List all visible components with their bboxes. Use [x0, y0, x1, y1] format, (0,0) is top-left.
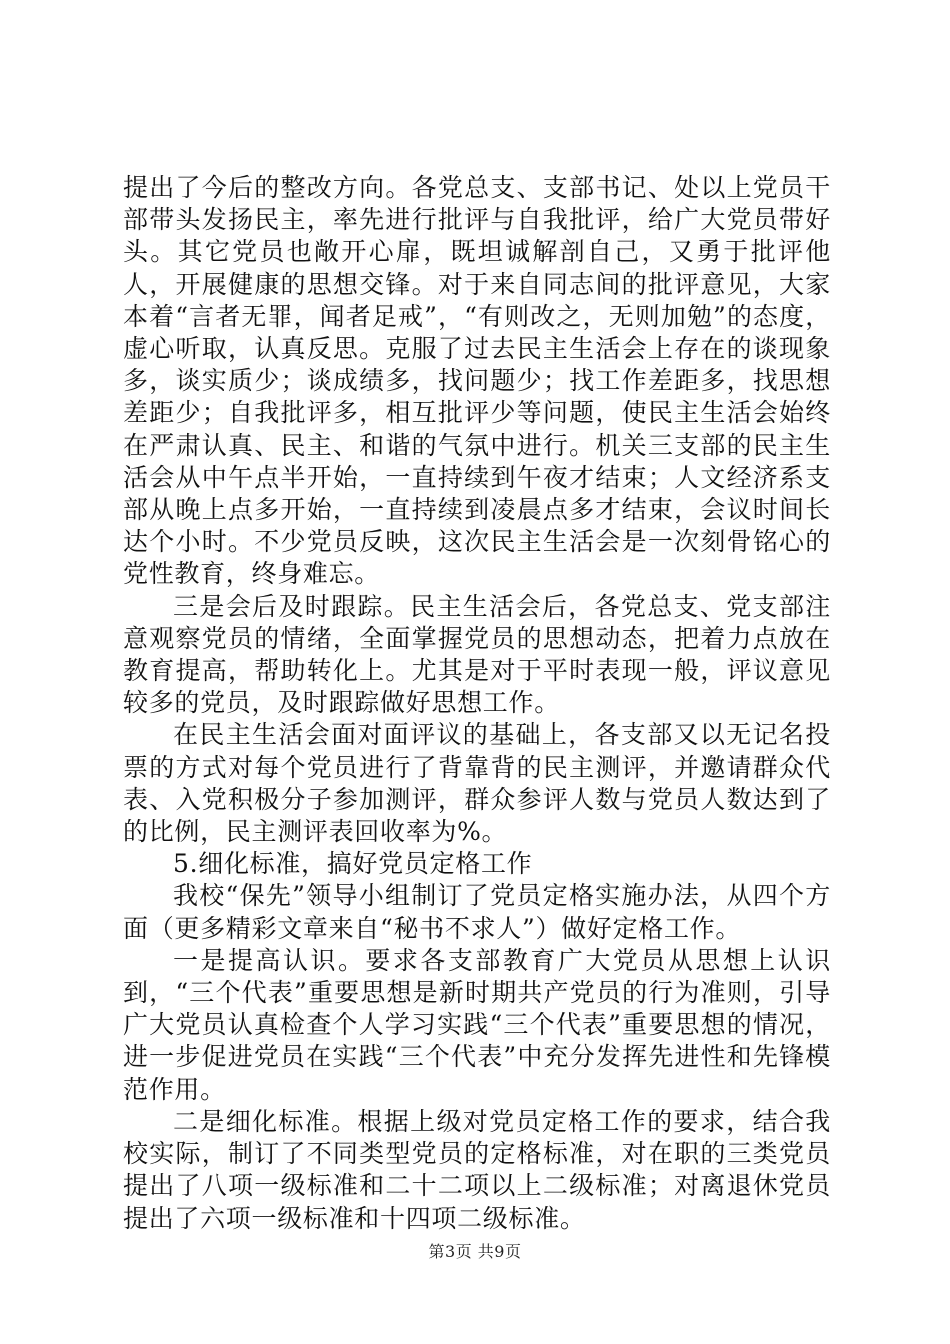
paragraph-democratic-evaluation: 在民主生活会面对面评议的基础上，各支部又以无记名投票的方式对每个党员进行了背靠背的民主测评，并邀请群众代表、入党积极分子参加测评，群众参评人数与党员人数达到了的比例，民主测评表回收率为%。: [123, 720, 831, 847]
document-body: [123, 172, 831, 1235]
section-heading-refine-standards: 5.细化标准，搞好党员定格工作: [173, 849, 533, 879]
paragraph-refine-standards: 二是细化标准。根据上级对党员定格工作的要求，结合我校实际，制订了不同类型党员的定格标准，对在职的三类党员提出了八项一级标准和二十二项以上二级标准；对离退休党员提出了六项一级标准和十四项二级标准。: [123, 1106, 831, 1233]
paragraph-follow-up-after-meeting: 三是会后及时跟踪。民主生活会后，各党总支、党支部注意观察党员的情绪，全面掌握党员的思想动态，把着力点放在教育提高，帮助转化上。尤其是对于平时表现一般，评议意见较多的党员，及时跟踪做好思想工作。: [123, 591, 831, 718]
paragraph-raise-awareness: 一是提高认识。要求各支部教育广大党员从思想上认识到，“三个代表”重要思想是新时期共产党员的行为准则，引导广大党员认真检查个人学习实践“三个代表”重要思想的情况，进一步促进党员在实践“三个代表”中充分发挥先进性和先锋模范作用。: [123, 945, 831, 1104]
paragraph-continued-democratic-life-meeting: 提出了今后的整改方向。各党总支、支部书记、处以上党员干部带头发扬民主，率先进行批评与自我批评，给广大党员带好头。其它党员也敞开心扉，既坦诚解剖自己，又勇于批评他人，开展健康的思想交锋。对于来自同志间的批评意见，大家本着“言者无罪，闻者足戒”，“有则改之，无则加勉”的态度，虚心听取，认真反思。克服了过去民主生活会上存在的谈现象多，谈实质少；谈成绩多，找问题少；找工作差距多，找思想差距少；自我批评多，相互批评少等问题，使民主生活会始终在严肃认真、民主、和谐的气氛中进行。机关三支部的民主生活会从中午点半开始，一直持续到午夜才结束；人文经济系支部从晚上点多开始，一直持续到凌晨点多才结束，会议时间长达个小时。不少党员反映，这次民主生活会是一次刻骨铭心的党性教育，终身难忘。: [123, 173, 831, 589]
paragraph-grading-implementation: 我校“保先”领导小组制订了党员定格实施办法，从四个方面（更多精彩文章来自“秘书不求人”）做好定格工作。: [123, 881, 831, 943]
page-number-footer: 第3页 共9页: [428, 1242, 522, 1261]
